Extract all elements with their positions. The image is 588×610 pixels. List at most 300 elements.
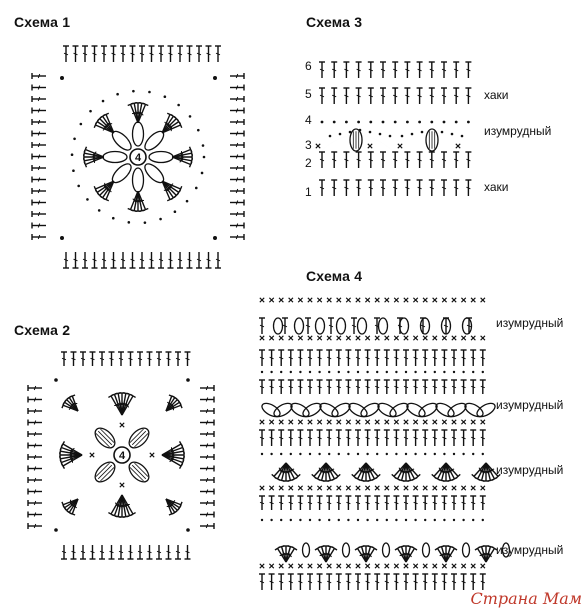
dc-stitch (413, 430, 419, 446)
dc-stitch (380, 180, 386, 196)
sc-cross (442, 564, 446, 568)
sc-cross (471, 564, 475, 568)
dc-stitch (331, 152, 337, 168)
dc-stitch (404, 88, 410, 104)
chain-dot (369, 131, 372, 134)
puff-stitch (103, 152, 127, 163)
sc-cross (317, 486, 321, 490)
dc-stitch (403, 430, 409, 446)
dc-stitch (120, 252, 126, 268)
chain-dot (386, 519, 388, 521)
dc-stitch (32, 108, 46, 114)
dc-stitch (326, 430, 332, 446)
sc-cross (260, 564, 264, 568)
dc-stitch (80, 545, 86, 559)
chain-dot (338, 371, 340, 373)
chain-dot (395, 453, 397, 455)
sc-cross (394, 564, 398, 568)
dc-stitch (297, 496, 303, 510)
dc-stitch (230, 73, 244, 79)
puff-stitch (388, 401, 410, 420)
sc-cross (150, 453, 154, 457)
chain-dot (421, 131, 424, 134)
sc-cross (90, 453, 94, 457)
sc-cross (298, 486, 302, 490)
sc-cross (413, 486, 417, 490)
dc-stitch (451, 430, 457, 446)
sc-cross (289, 336, 293, 340)
dc-stitch (355, 380, 361, 394)
sc-cross (260, 420, 264, 424)
dc-stitch (175, 352, 181, 366)
chain-dot (379, 133, 382, 136)
sc-cross (442, 298, 446, 302)
dc-stitch (441, 180, 447, 196)
chain-dot (213, 76, 217, 80)
dc-stitch (278, 496, 284, 510)
dc-stitch (343, 180, 349, 196)
dc-stitch (259, 318, 265, 334)
chain-dot (482, 371, 484, 373)
dc-stitch (230, 108, 244, 114)
dc-stitch (413, 574, 419, 590)
chain-dot (369, 121, 372, 124)
dc-stitch (200, 523, 214, 529)
dc-stitch (355, 350, 361, 366)
dc-stitch (461, 574, 467, 590)
dc-stitch (384, 496, 390, 510)
sc-cross (260, 486, 264, 490)
dc-stitch (32, 200, 46, 206)
scheme-3-row-number: 4 (305, 113, 312, 127)
puff-stitch (272, 401, 294, 420)
dc-stitch (200, 512, 214, 518)
sc-cross (423, 336, 427, 340)
dc-stitch (380, 88, 386, 104)
sc-cross (346, 486, 350, 490)
dc-stitch (432, 496, 438, 510)
sc-cross (385, 298, 389, 302)
dc-stitch (441, 152, 447, 168)
dc-stitch (441, 496, 447, 510)
dc-stitch (453, 88, 459, 104)
sc-cross (308, 336, 312, 340)
sc-cross (327, 336, 331, 340)
dc-stitch (80, 352, 86, 366)
sc-cross (356, 486, 360, 490)
dc-stitch (90, 545, 96, 559)
dc-stitch (470, 430, 476, 446)
dc-stitch (365, 430, 371, 446)
dc-stitch (28, 420, 42, 426)
sc-cross (120, 483, 124, 487)
sc-cross (356, 420, 360, 424)
dc-stitch (365, 574, 371, 590)
sc-cross (423, 486, 427, 490)
sc-cross (385, 336, 389, 340)
dc-stitch (432, 430, 438, 446)
dc-stitch (307, 430, 313, 446)
dc-stitch (355, 496, 361, 510)
sc-cross (269, 486, 273, 490)
sc-cross (346, 564, 350, 568)
puff-stitch (295, 318, 304, 334)
dc-stitch (480, 350, 486, 366)
dc-stitch (384, 380, 390, 394)
chain-dot (434, 519, 436, 521)
sc-cross (327, 486, 331, 490)
dc-stitch (356, 180, 362, 196)
sc-cross (308, 564, 312, 568)
puff-stitch (475, 401, 497, 420)
chain-dot (80, 123, 83, 126)
chain-dot (132, 90, 135, 93)
sc-cross (471, 336, 475, 340)
dc-stitch (480, 574, 486, 590)
sc-cross (317, 564, 321, 568)
dc-stitch (166, 545, 172, 559)
chain-dot (406, 121, 409, 124)
sc-cross (269, 564, 273, 568)
dc-stitch (403, 496, 409, 510)
scheme-3-row-number: 3 (305, 138, 312, 152)
dc-stitch (297, 380, 303, 394)
dc-stitch (343, 62, 349, 78)
dc-stitch (200, 397, 214, 403)
site-watermark: Страна Мам (470, 589, 582, 608)
chain-dot (405, 453, 407, 455)
scheme-3-title: Схема 3 (306, 14, 363, 30)
sc-cross (260, 336, 264, 340)
sc-cross (308, 298, 312, 302)
dc-stitch (392, 180, 398, 196)
scheme-1-title: Схема 1 (14, 14, 71, 30)
chain-dot (261, 371, 263, 373)
chain-dot (451, 133, 454, 136)
chain-dot (299, 519, 301, 521)
puff-stitch (274, 318, 283, 334)
dc-stitch (317, 380, 323, 394)
scheme-3-row-number: 2 (305, 156, 312, 170)
dc-stitch (393, 380, 399, 394)
puff-stitch (379, 318, 388, 334)
dc-stitch (149, 252, 155, 268)
sc-cross (461, 336, 465, 340)
dc-stitch (156, 352, 162, 366)
sc-cross (433, 420, 437, 424)
chain-dot (441, 131, 444, 134)
sc-cross (461, 420, 465, 424)
sc-cross (413, 420, 417, 424)
chain-dot (261, 453, 263, 455)
dc-stitch (331, 62, 337, 78)
chain-dot (72, 169, 75, 172)
chain-dot (338, 453, 340, 455)
sc-cross (481, 420, 485, 424)
chain-dot (54, 378, 58, 382)
dc-stitch (365, 350, 371, 366)
chain-dot (411, 133, 414, 136)
dc-stitch (158, 46, 164, 62)
dc-stitch (356, 62, 362, 78)
dc-stitch (461, 380, 467, 394)
dc-stitch (356, 88, 362, 104)
chain-dot (197, 129, 200, 132)
puff-stitch (133, 168, 144, 192)
dc-stitch (384, 350, 390, 366)
dc-stitch (137, 352, 143, 366)
dc-stitch (230, 188, 244, 194)
dc-stitch (393, 430, 399, 446)
sc-cross (433, 564, 437, 568)
sc-cross (385, 420, 389, 424)
dc-stitch (259, 496, 265, 510)
chain-dot (329, 135, 332, 138)
dc-stitch (269, 350, 275, 366)
dc-stitch (397, 318, 403, 334)
dc-stitch (432, 574, 438, 590)
sc-cross (456, 144, 460, 148)
chain-dot (144, 221, 147, 224)
chain-dot (290, 519, 292, 521)
chain-dot (472, 371, 474, 373)
dc-stitch (196, 252, 202, 268)
dc-stitch (28, 431, 42, 437)
sc-cross (461, 564, 465, 568)
puff-stitch (109, 161, 134, 186)
chain-dot (461, 135, 464, 138)
puff-stitch (383, 543, 390, 557)
dc-stitch (336, 430, 342, 446)
dc-stitch (147, 545, 153, 559)
dc-stitch (278, 574, 284, 590)
dc-stitch (331, 180, 337, 196)
sc-cross (365, 420, 369, 424)
dc-stitch (432, 380, 438, 394)
dc-stitch (328, 318, 334, 334)
dc-stitch (465, 152, 471, 168)
sc-cross (317, 336, 321, 340)
dc-stitch (200, 385, 214, 391)
dc-stitch (168, 252, 174, 268)
sc-cross (398, 144, 402, 148)
dc-stitch (118, 545, 124, 559)
chain-dot (347, 519, 349, 521)
scheme-3-row-number: 5 (305, 87, 312, 101)
chain-dot (186, 528, 190, 532)
chain-dot (321, 121, 324, 124)
sc-cross (452, 336, 456, 340)
dc-stitch (404, 152, 410, 168)
puff-stitch (301, 401, 323, 420)
dc-stitch (451, 574, 457, 590)
dc-stitch (158, 252, 164, 268)
chain-dot (98, 209, 101, 212)
chain-dot (159, 218, 162, 221)
chain-dot (357, 453, 359, 455)
sc-cross (394, 298, 398, 302)
chain-dot (280, 371, 282, 373)
dc-stitch (404, 180, 410, 196)
dc-stitch (392, 62, 398, 78)
dc-stitch (200, 408, 214, 414)
sc-cross (442, 486, 446, 490)
chain-dot (309, 519, 311, 521)
sc-cross (337, 298, 341, 302)
chain-dot (318, 453, 320, 455)
puff-stitch (109, 128, 134, 153)
sc-cross (279, 298, 283, 302)
sc-cross (375, 564, 379, 568)
dc-stitch (297, 350, 303, 366)
sc-cross (346, 298, 350, 302)
dc-stitch (461, 496, 467, 510)
sc-cross (298, 298, 302, 302)
sc-cross (433, 336, 437, 340)
dc-stitch (374, 496, 380, 510)
sc-cross (308, 486, 312, 490)
chain-dot (345, 121, 348, 124)
dc-stitch (269, 430, 275, 446)
chain-dot (164, 95, 167, 98)
dc-stitch (422, 430, 428, 446)
chain-dot (414, 371, 416, 373)
chain-dot (318, 519, 320, 521)
dc-stitch (101, 46, 107, 62)
chain-dot (376, 453, 378, 455)
dc-stitch (63, 46, 69, 62)
dc-stitch (230, 154, 244, 160)
dc-stitch (326, 496, 332, 510)
dc-stitch (317, 430, 323, 446)
chain-dot (71, 153, 74, 156)
puff-stitch (303, 543, 310, 557)
scheme-3-row-number: 1 (305, 185, 312, 199)
sc-cross (461, 486, 465, 490)
sc-cross (471, 486, 475, 490)
chain-dot (424, 371, 426, 373)
chain-dot (443, 519, 445, 521)
dc-stitch (429, 62, 435, 78)
dc-stitch (413, 350, 419, 366)
dc-stitch (32, 211, 46, 217)
chain-dot (270, 453, 272, 455)
dc-stitch (111, 46, 117, 62)
puff-stitch (446, 401, 468, 420)
dc-stitch (345, 430, 351, 446)
sc-cross (317, 298, 321, 302)
sc-cross (481, 298, 485, 302)
chain-dot (116, 93, 119, 96)
dc-stitch (137, 545, 143, 559)
dc-stitch (365, 496, 371, 510)
sc-cross (413, 564, 417, 568)
dc-stitch (259, 574, 265, 590)
sc-cross (365, 486, 369, 490)
chain-dot (414, 453, 416, 455)
chain-dot (186, 378, 190, 382)
chain-dot (174, 210, 177, 213)
dc-stitch (429, 88, 435, 104)
dc-stitch (200, 443, 214, 449)
chain-dot (405, 519, 407, 521)
chain-dot (318, 371, 320, 373)
sc-cross (365, 298, 369, 302)
dc-stitch (319, 62, 325, 78)
sc-cross (481, 564, 485, 568)
dc-stitch (336, 574, 342, 590)
dc-stitch (230, 131, 244, 137)
sc-cross (433, 298, 437, 302)
dc-stitch (28, 489, 42, 495)
dc-stitch (417, 88, 423, 104)
chain-dot (347, 453, 349, 455)
dc-stitch (326, 380, 332, 394)
sc-cross (404, 420, 408, 424)
dc-stitch (403, 350, 409, 366)
chain-dot (202, 144, 205, 147)
sc-cross (327, 420, 331, 424)
sc-cross (337, 336, 341, 340)
dc-stitch (368, 180, 374, 196)
chain-dot (482, 519, 484, 521)
dc-stitch (177, 252, 183, 268)
dc-stitch (130, 252, 136, 268)
dc-stitch (71, 545, 77, 559)
dc-stitch (368, 62, 374, 78)
dc-stitch (73, 252, 79, 268)
scheme-4-color-label: изумрудный (496, 316, 564, 330)
dc-stitch (200, 420, 214, 426)
chain-dot (86, 198, 89, 201)
dc-stitch (336, 496, 342, 510)
dc-stitch (355, 574, 361, 590)
sc-cross (413, 298, 417, 302)
dc-stitch (149, 46, 155, 62)
chain-dot (54, 528, 58, 532)
dc-stitch (345, 496, 351, 510)
dc-stitch (71, 352, 77, 366)
dc-stitch (28, 500, 42, 506)
chain-dot (443, 453, 445, 455)
chain-dot (338, 519, 340, 521)
dc-stitch (393, 350, 399, 366)
puff-stitch (358, 318, 367, 334)
dc-stitch (380, 62, 386, 78)
chain-dot (290, 371, 292, 373)
chain-dot (462, 453, 464, 455)
scheme-3-color-label: изумрудный (484, 124, 552, 138)
dc-stitch (147, 352, 153, 366)
chain-dot (462, 371, 464, 373)
dc-stitch (403, 574, 409, 590)
dc-stitch (443, 318, 449, 334)
dc-stitch (32, 223, 46, 229)
scheme-3-row-number: 6 (305, 59, 312, 73)
dc-stitch (259, 430, 265, 446)
sc-cross (461, 298, 465, 302)
dc-stitch (61, 545, 67, 559)
scheme-4-title: Схема 4 (306, 268, 363, 284)
dc-stitch (417, 180, 423, 196)
chain-dot (424, 453, 426, 455)
sc-cross (385, 564, 389, 568)
center-ring-label: 4 (134, 152, 142, 164)
sc-cross (337, 486, 341, 490)
puff-stitch (142, 128, 167, 153)
sc-cross (289, 486, 293, 490)
dc-stitch (99, 352, 105, 366)
